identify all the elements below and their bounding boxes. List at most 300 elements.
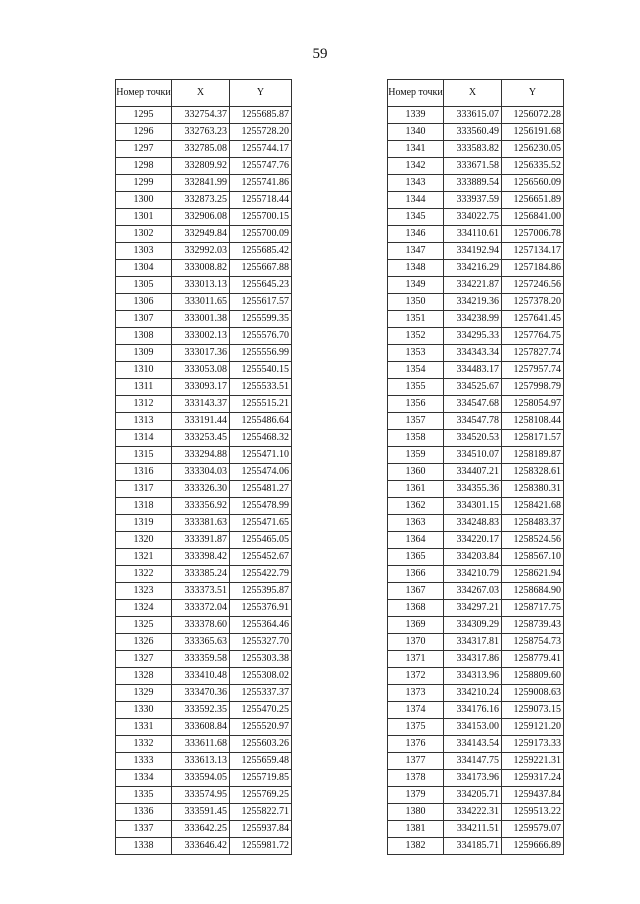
y-coordinate-cell: 1258108.44 <box>502 413 564 430</box>
point-number-cell: 1320 <box>116 532 172 549</box>
table-row <box>388 719 564 736</box>
y-coordinate-cell: 1258171.57 <box>502 430 564 447</box>
page-number: 59 <box>312 46 328 62</box>
point-number-cell: 1310 <box>116 362 172 379</box>
point-number-cell: 1378 <box>388 770 444 787</box>
table-row <box>388 481 564 498</box>
table-row <box>388 124 564 141</box>
table-header-row <box>388 80 564 107</box>
x-coordinate-cell: 334222.31 <box>444 804 502 821</box>
y-coordinate-cell: 1255540.15 <box>230 362 292 379</box>
x-coordinate-cell: 334248.83 <box>444 515 502 532</box>
point-number-cell: 1337 <box>116 821 172 838</box>
point-number-cell: 1328 <box>116 668 172 685</box>
table-row <box>116 107 292 124</box>
table-row <box>388 821 564 838</box>
point-number-cell: 1316 <box>116 464 172 481</box>
point-number-cell: 1341 <box>388 141 444 158</box>
x-coordinate-cell: 333326.30 <box>172 481 230 498</box>
y-coordinate-cell: 1255481.27 <box>230 481 292 498</box>
y-coordinate-cell: 1257006.78 <box>502 226 564 243</box>
table-row <box>388 736 564 753</box>
table-row <box>116 175 292 192</box>
y-coordinate-cell: 1257957.74 <box>502 362 564 379</box>
x-coordinate-cell: 333615.07 <box>444 107 502 124</box>
x-coordinate-cell: 333002.13 <box>172 328 230 345</box>
table-row <box>388 617 564 634</box>
x-coordinate-cell: 333372.04 <box>172 600 230 617</box>
x-coordinate-cell: 334153.00 <box>444 719 502 736</box>
x-coordinate-cell: 333592.35 <box>172 702 230 719</box>
table-row <box>116 328 292 345</box>
table-row <box>116 362 292 379</box>
table-row <box>388 430 564 447</box>
x-coordinate-cell: 333889.54 <box>444 175 502 192</box>
x-coordinate-cell: 334110.61 <box>444 226 502 243</box>
point-number-cell: 1349 <box>388 277 444 294</box>
x-coordinate-cell: 333642.25 <box>172 821 230 838</box>
y-coordinate-cell: 1258739.43 <box>502 617 564 634</box>
table-row <box>388 328 564 345</box>
point-number-cell: 1347 <box>388 243 444 260</box>
table-row <box>116 243 292 260</box>
point-number-cell: 1295 <box>116 107 172 124</box>
coordinates-table-right <box>387 79 564 855</box>
y-coordinate-cell: 1257184.86 <box>502 260 564 277</box>
point-number-cell: 1351 <box>388 311 444 328</box>
x-coordinate-cell: 334176.16 <box>444 702 502 719</box>
x-coordinate-cell: 334238.99 <box>444 311 502 328</box>
table-row <box>116 498 292 515</box>
table-row <box>388 260 564 277</box>
y-coordinate-cell: 1255468.32 <box>230 430 292 447</box>
x-coordinate-cell: 333470.36 <box>172 685 230 702</box>
point-number-cell: 1324 <box>116 600 172 617</box>
y-coordinate-cell: 1257764.75 <box>502 328 564 345</box>
point-number-cell: 1362 <box>388 498 444 515</box>
point-number-cell: 1308 <box>116 328 172 345</box>
y-coordinate-cell: 1256191.68 <box>502 124 564 141</box>
table-row <box>388 634 564 651</box>
y-coordinate-cell: 1255603.26 <box>230 736 292 753</box>
x-coordinate-cell: 333356.92 <box>172 498 230 515</box>
y-coordinate-cell: 1255599.35 <box>230 311 292 328</box>
y-coordinate-cell: 1258328.61 <box>502 464 564 481</box>
y-coordinate-cell: 1255478.99 <box>230 498 292 515</box>
x-coordinate-cell: 333013.13 <box>172 277 230 294</box>
table-row <box>388 141 564 158</box>
x-coordinate-cell: 333398.42 <box>172 549 230 566</box>
point-number-cell: 1376 <box>388 736 444 753</box>
x-coordinate-cell: 332763.23 <box>172 124 230 141</box>
point-number-cell: 1301 <box>116 209 172 226</box>
point-number-cell: 1353 <box>388 345 444 362</box>
x-coordinate-cell: 333359.58 <box>172 651 230 668</box>
table-row <box>116 617 292 634</box>
x-coordinate-cell: 334355.36 <box>444 481 502 498</box>
table-row <box>388 396 564 413</box>
point-number-cell: 1375 <box>388 719 444 736</box>
x-coordinate-cell: 334309.29 <box>444 617 502 634</box>
x-coordinate-cell: 333591.45 <box>172 804 230 821</box>
table-row <box>388 532 564 549</box>
table-row <box>116 464 292 481</box>
x-coordinate-cell: 334547.78 <box>444 413 502 430</box>
point-number-cell: 1300 <box>116 192 172 209</box>
table-row <box>116 753 292 770</box>
table-row <box>116 719 292 736</box>
table-row <box>116 566 292 583</box>
y-coordinate-cell: 1255533.51 <box>230 379 292 396</box>
point-number-cell: 1361 <box>388 481 444 498</box>
table-row <box>388 600 564 617</box>
y-coordinate-cell: 1258189.87 <box>502 447 564 464</box>
y-coordinate-cell: 1256335.52 <box>502 158 564 175</box>
x-coordinate-cell: 333594.05 <box>172 770 230 787</box>
y-coordinate-cell: 1255728.20 <box>230 124 292 141</box>
point-number-cell: 1360 <box>388 464 444 481</box>
point-number-cell: 1343 <box>388 175 444 192</box>
y-coordinate-cell: 1255520.97 <box>230 719 292 736</box>
point-number-cell: 1373 <box>388 685 444 702</box>
x-coordinate-cell: 334205.71 <box>444 787 502 804</box>
point-number-cell: 1332 <box>116 736 172 753</box>
table-row <box>388 311 564 328</box>
x-coordinate-cell: 334301.15 <box>444 498 502 515</box>
point-number-cell: 1354 <box>388 362 444 379</box>
point-number-cell: 1358 <box>388 430 444 447</box>
table-row <box>388 413 564 430</box>
point-number-cell: 1367 <box>388 583 444 600</box>
header-point-number: Номер точки <box>388 80 444 107</box>
point-number-cell: 1318 <box>116 498 172 515</box>
point-number-cell: 1309 <box>116 345 172 362</box>
x-coordinate-cell: 334483.17 <box>444 362 502 379</box>
table-row <box>116 668 292 685</box>
point-number-cell: 1315 <box>116 447 172 464</box>
x-coordinate-cell: 334022.75 <box>444 209 502 226</box>
x-coordinate-cell: 333017.36 <box>172 345 230 362</box>
point-number-cell: 1297 <box>116 141 172 158</box>
x-coordinate-cell: 332906.08 <box>172 209 230 226</box>
y-coordinate-cell: 1255937.84 <box>230 821 292 838</box>
point-number-cell: 1368 <box>388 600 444 617</box>
table-row <box>388 226 564 243</box>
point-number-cell: 1331 <box>116 719 172 736</box>
point-number-cell: 1307 <box>116 311 172 328</box>
y-coordinate-cell: 1255395.87 <box>230 583 292 600</box>
x-coordinate-cell: 333613.13 <box>172 753 230 770</box>
point-number-cell: 1352 <box>388 328 444 345</box>
table-row <box>388 158 564 175</box>
y-coordinate-cell: 1255474.06 <box>230 464 292 481</box>
point-number-cell: 1369 <box>388 617 444 634</box>
x-coordinate-cell: 333381.63 <box>172 515 230 532</box>
x-coordinate-cell: 333373.51 <box>172 583 230 600</box>
table-row <box>116 600 292 617</box>
y-coordinate-cell: 1256072.28 <box>502 107 564 124</box>
table-row <box>116 141 292 158</box>
table-row <box>388 804 564 821</box>
y-coordinate-cell: 1255719.85 <box>230 770 292 787</box>
x-coordinate-cell: 333937.59 <box>444 192 502 209</box>
table-row <box>388 379 564 396</box>
x-coordinate-cell: 333608.84 <box>172 719 230 736</box>
point-number-cell: 1372 <box>388 668 444 685</box>
y-coordinate-cell: 1255422.79 <box>230 566 292 583</box>
header-x: X <box>444 80 502 107</box>
y-coordinate-cell: 1255981.72 <box>230 838 292 855</box>
y-coordinate-cell: 1255471.65 <box>230 515 292 532</box>
y-coordinate-cell: 1257827.74 <box>502 345 564 362</box>
table-row <box>116 277 292 294</box>
x-coordinate-cell: 334343.34 <box>444 345 502 362</box>
point-number-cell: 1336 <box>116 804 172 821</box>
header-y: Y <box>502 80 564 107</box>
point-number-cell: 1365 <box>388 549 444 566</box>
table-row <box>116 158 292 175</box>
x-coordinate-cell: 332809.92 <box>172 158 230 175</box>
point-number-cell: 1381 <box>388 821 444 838</box>
x-coordinate-cell: 333365.63 <box>172 634 230 651</box>
x-coordinate-cell: 334525.67 <box>444 379 502 396</box>
x-coordinate-cell: 333385.24 <box>172 566 230 583</box>
x-coordinate-cell: 334267.03 <box>444 583 502 600</box>
table-row <box>388 498 564 515</box>
x-coordinate-cell: 333378.60 <box>172 617 230 634</box>
table-row <box>388 651 564 668</box>
x-coordinate-cell: 333304.03 <box>172 464 230 481</box>
point-number-cell: 1323 <box>116 583 172 600</box>
y-coordinate-cell: 1255303.38 <box>230 651 292 668</box>
y-coordinate-cell: 1255744.17 <box>230 141 292 158</box>
y-coordinate-cell: 1255700.09 <box>230 226 292 243</box>
x-coordinate-cell: 333011.65 <box>172 294 230 311</box>
x-coordinate-cell: 333391.87 <box>172 532 230 549</box>
table-row <box>388 583 564 600</box>
table-row <box>388 566 564 583</box>
x-coordinate-cell: 333191.44 <box>172 413 230 430</box>
table-row <box>116 124 292 141</box>
table-row <box>116 345 292 362</box>
y-coordinate-cell: 1258754.73 <box>502 634 564 651</box>
table-row <box>116 481 292 498</box>
header-y: Y <box>230 80 292 107</box>
point-number-cell: 1299 <box>116 175 172 192</box>
table-row <box>116 838 292 855</box>
y-coordinate-cell: 1255645.23 <box>230 277 292 294</box>
table-row <box>116 260 292 277</box>
point-number-cell: 1314 <box>116 430 172 447</box>
point-number-cell: 1322 <box>116 566 172 583</box>
point-number-cell: 1334 <box>116 770 172 787</box>
y-coordinate-cell: 1256651.89 <box>502 192 564 209</box>
table-row <box>388 787 564 804</box>
x-coordinate-cell: 332949.84 <box>172 226 230 243</box>
table-row <box>388 175 564 192</box>
x-coordinate-cell: 332992.03 <box>172 243 230 260</box>
point-number-cell: 1338 <box>116 838 172 855</box>
y-coordinate-cell: 1255515.21 <box>230 396 292 413</box>
y-coordinate-cell: 1255364.46 <box>230 617 292 634</box>
point-number-cell: 1356 <box>388 396 444 413</box>
point-number-cell: 1304 <box>116 260 172 277</box>
point-number-cell: 1306 <box>116 294 172 311</box>
y-coordinate-cell: 1255659.48 <box>230 753 292 770</box>
point-number-cell: 1342 <box>388 158 444 175</box>
point-number-cell: 1345 <box>388 209 444 226</box>
table-row <box>388 362 564 379</box>
point-number-cell: 1317 <box>116 481 172 498</box>
x-coordinate-cell: 332754.37 <box>172 107 230 124</box>
y-coordinate-cell: 1255327.70 <box>230 634 292 651</box>
table-row <box>116 430 292 447</box>
point-number-cell: 1357 <box>388 413 444 430</box>
point-number-cell: 1339 <box>388 107 444 124</box>
header-x: X <box>172 80 230 107</box>
x-coordinate-cell: 333294.88 <box>172 447 230 464</box>
table-row <box>388 447 564 464</box>
x-coordinate-cell: 333671.58 <box>444 158 502 175</box>
table-row <box>116 294 292 311</box>
x-coordinate-cell: 333053.08 <box>172 362 230 379</box>
point-number-cell: 1355 <box>388 379 444 396</box>
table-row <box>116 515 292 532</box>
y-coordinate-cell: 1259173.33 <box>502 736 564 753</box>
table-row <box>388 277 564 294</box>
table-row <box>388 753 564 770</box>
y-coordinate-cell: 1256560.09 <box>502 175 564 192</box>
y-coordinate-cell: 1255822.71 <box>230 804 292 821</box>
table-row <box>116 532 292 549</box>
x-coordinate-cell: 334221.87 <box>444 277 502 294</box>
point-number-cell: 1344 <box>388 192 444 209</box>
y-coordinate-cell: 1255747.76 <box>230 158 292 175</box>
point-number-cell: 1333 <box>116 753 172 770</box>
x-coordinate-cell: 332841.99 <box>172 175 230 192</box>
point-number-cell: 1371 <box>388 651 444 668</box>
y-coordinate-cell: 1255486.64 <box>230 413 292 430</box>
point-number-cell: 1326 <box>116 634 172 651</box>
x-coordinate-cell: 334317.81 <box>444 634 502 651</box>
table-row <box>388 294 564 311</box>
x-coordinate-cell: 334216.29 <box>444 260 502 277</box>
table-row <box>388 107 564 124</box>
x-coordinate-cell: 333410.48 <box>172 668 230 685</box>
point-number-cell: 1298 <box>116 158 172 175</box>
point-number-cell: 1319 <box>116 515 172 532</box>
y-coordinate-cell: 1259437.84 <box>502 787 564 804</box>
y-coordinate-cell: 1259666.89 <box>502 838 564 855</box>
y-coordinate-cell: 1258684.90 <box>502 583 564 600</box>
table-row <box>116 209 292 226</box>
point-number-cell: 1364 <box>388 532 444 549</box>
y-coordinate-cell: 1258717.75 <box>502 600 564 617</box>
y-coordinate-cell: 1255617.57 <box>230 294 292 311</box>
table-row <box>116 804 292 821</box>
x-coordinate-cell: 334211.51 <box>444 821 502 838</box>
table-row <box>388 464 564 481</box>
table-body-left <box>116 107 292 855</box>
x-coordinate-cell: 334547.68 <box>444 396 502 413</box>
y-coordinate-cell: 1258054.97 <box>502 396 564 413</box>
y-coordinate-cell: 1255376.91 <box>230 600 292 617</box>
table-row <box>116 311 292 328</box>
point-number-cell: 1325 <box>116 617 172 634</box>
y-coordinate-cell: 1259073.15 <box>502 702 564 719</box>
x-coordinate-cell: 334510.07 <box>444 447 502 464</box>
table-body-right <box>388 107 564 855</box>
y-coordinate-cell: 1255576.70 <box>230 328 292 345</box>
y-coordinate-cell: 1258524.56 <box>502 532 564 549</box>
table-row <box>116 821 292 838</box>
table-row <box>388 515 564 532</box>
x-coordinate-cell: 333008.82 <box>172 260 230 277</box>
x-coordinate-cell: 333093.17 <box>172 379 230 396</box>
y-coordinate-cell: 1258567.10 <box>502 549 564 566</box>
x-coordinate-cell: 334313.96 <box>444 668 502 685</box>
point-number-cell: 1305 <box>116 277 172 294</box>
table-row <box>116 396 292 413</box>
point-number-cell: 1340 <box>388 124 444 141</box>
table-row <box>116 787 292 804</box>
x-coordinate-cell: 332785.08 <box>172 141 230 158</box>
x-coordinate-cell: 334203.84 <box>444 549 502 566</box>
point-number-cell: 1370 <box>388 634 444 651</box>
y-coordinate-cell: 1257246.56 <box>502 277 564 294</box>
y-coordinate-cell: 1257378.20 <box>502 294 564 311</box>
y-coordinate-cell: 1257998.79 <box>502 379 564 396</box>
x-coordinate-cell: 334173.96 <box>444 770 502 787</box>
point-number-cell: 1359 <box>388 447 444 464</box>
table-row <box>388 685 564 702</box>
point-number-cell: 1321 <box>116 549 172 566</box>
x-coordinate-cell: 334317.86 <box>444 651 502 668</box>
point-number-cell: 1327 <box>116 651 172 668</box>
x-coordinate-cell: 333143.37 <box>172 396 230 413</box>
y-coordinate-cell: 1259121.20 <box>502 719 564 736</box>
table-row <box>116 379 292 396</box>
x-coordinate-cell: 334210.24 <box>444 685 502 702</box>
y-coordinate-cell: 1255700.15 <box>230 209 292 226</box>
y-coordinate-cell: 1255308.02 <box>230 668 292 685</box>
x-coordinate-cell: 334295.33 <box>444 328 502 345</box>
point-number-cell: 1350 <box>388 294 444 311</box>
table-row <box>116 413 292 430</box>
table-row <box>388 838 564 855</box>
point-number-cell: 1296 <box>116 124 172 141</box>
table-row <box>388 702 564 719</box>
table-header-row <box>116 80 292 107</box>
table-row <box>116 192 292 209</box>
x-coordinate-cell: 334210.79 <box>444 566 502 583</box>
point-number-cell: 1380 <box>388 804 444 821</box>
table-row <box>116 549 292 566</box>
table-row <box>388 770 564 787</box>
y-coordinate-cell: 1258809.60 <box>502 668 564 685</box>
table-row <box>388 209 564 226</box>
x-coordinate-cell: 334407.21 <box>444 464 502 481</box>
y-coordinate-cell: 1255685.87 <box>230 107 292 124</box>
x-coordinate-cell: 334143.54 <box>444 736 502 753</box>
point-number-cell: 1377 <box>388 753 444 770</box>
x-coordinate-cell: 333253.45 <box>172 430 230 447</box>
y-coordinate-cell: 1259579.07 <box>502 821 564 838</box>
point-number-cell: 1374 <box>388 702 444 719</box>
x-coordinate-cell: 334220.17 <box>444 532 502 549</box>
table-row <box>388 668 564 685</box>
table-row <box>388 549 564 566</box>
